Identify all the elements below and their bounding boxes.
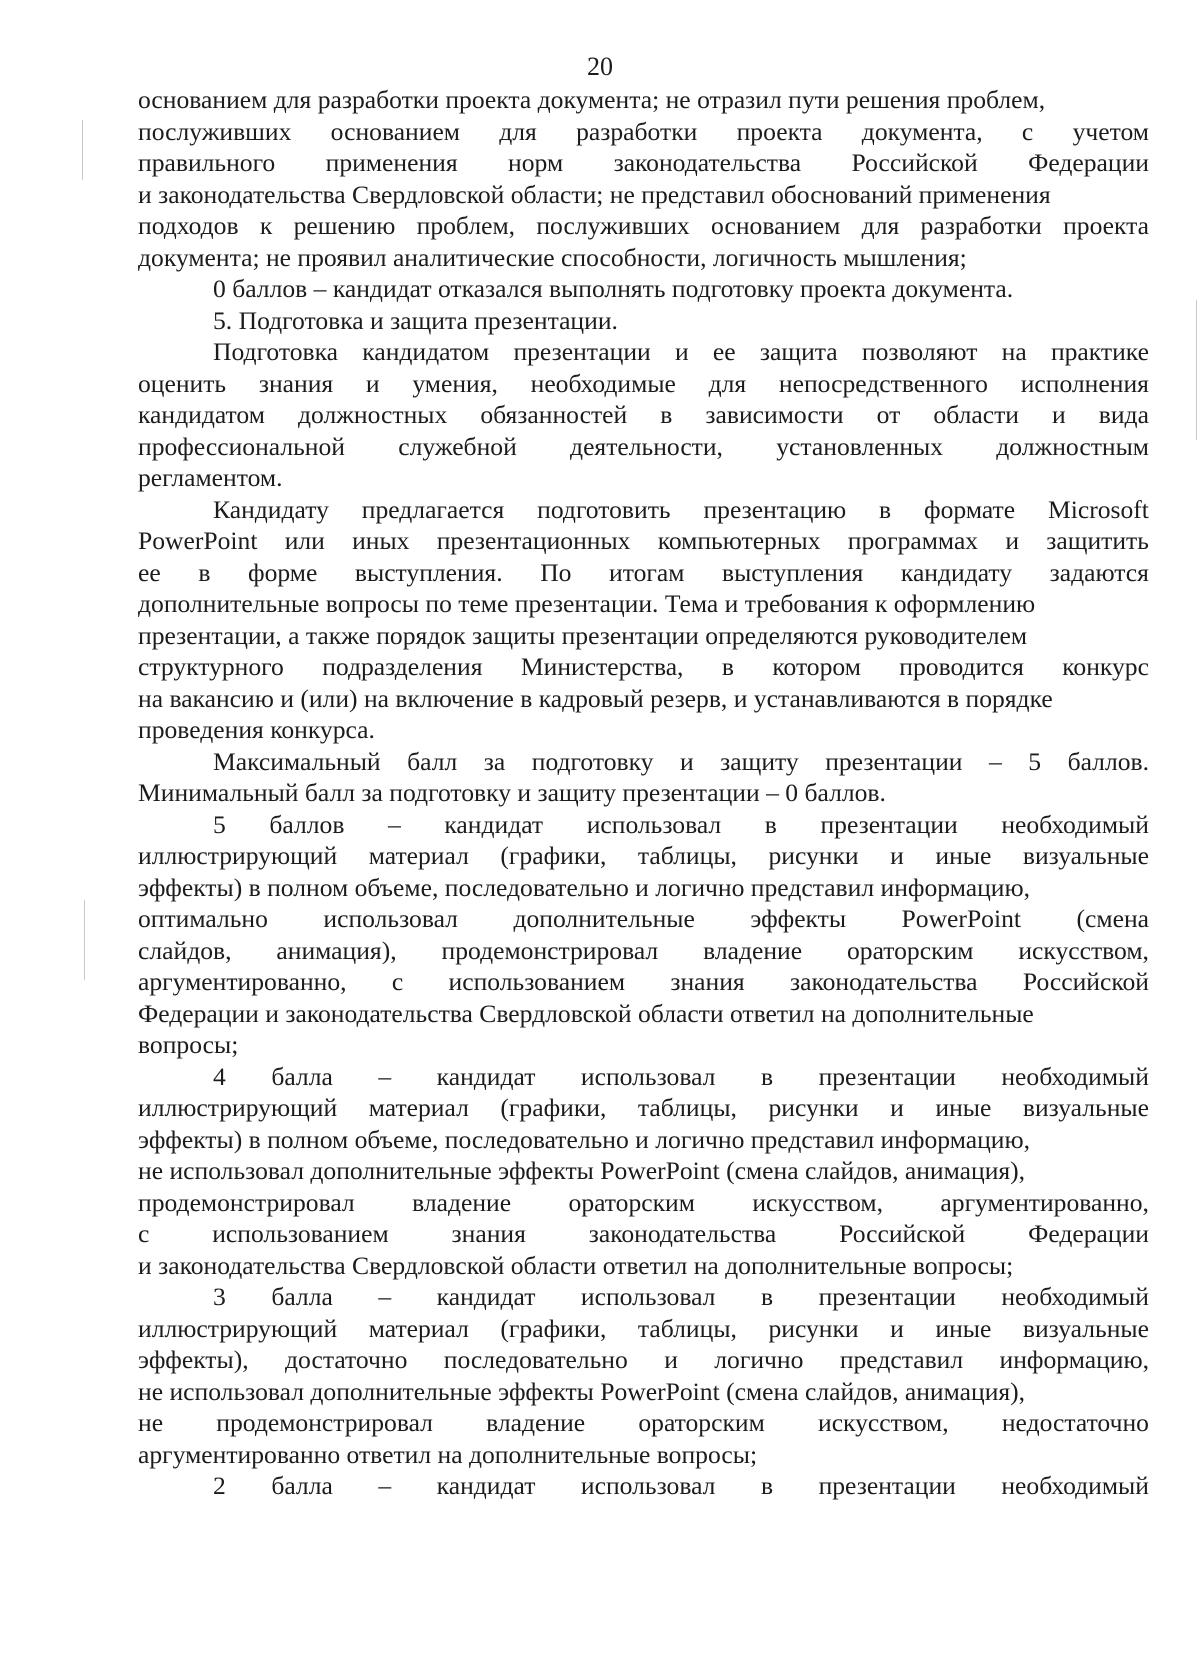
text-line: ее в форме выступления. По итогам выступления кандидату задаются xyxy=(138,557,1149,587)
text-line: правильного применения норм законодательства Российской Федерации xyxy=(138,148,1149,177)
text-line: и законодательства Свердловской области ответил на дополнительные вопросы; xyxy=(138,1250,1014,1280)
text-line: иллюстрирующий материал (графики, таблицы, рисунки и иные визуальные xyxy=(138,1093,1149,1122)
text-line: PowerPoint или иных презентационных компьютерных программах и защитить xyxy=(138,526,1149,555)
text-line: слайдов, анимация), продемонстрировал владение ораторским искусством, xyxy=(138,935,1149,965)
text-line: и законодательства Свердловской области; не представил обоснований применения xyxy=(138,179,1051,209)
text-line: эффекты), достаточно последовательно и логично представил информацию, xyxy=(138,1345,1149,1374)
scan-edge-mark xyxy=(82,120,83,180)
text-line: аргументированно, с использованием знания законодательства Российской xyxy=(138,967,1149,996)
text-line: регламентом. xyxy=(138,463,283,492)
page-number: 20 xyxy=(587,52,613,81)
text-line: 3 балла – кандидат использовал в презентации необходимый xyxy=(213,1282,1149,1311)
text-line: 0 баллов – кандидат отказался выполнять подготовку проекта документа. xyxy=(213,274,1014,303)
text-line: Кандидату предлагается подготовить презентацию в формате Microsoft xyxy=(213,494,1149,524)
text-line: презентации, а также порядок защиты презентации определяются руководителем xyxy=(138,620,1028,650)
text-line: структурного подразделения Министерства, в котором проводится конкурс xyxy=(138,652,1149,681)
text-line: эффекты) в полном объеме, последовательно и логично представил информацию, xyxy=(138,872,1030,902)
text-line: документа; не проявил аналитические способности, логичность мышления; xyxy=(138,242,967,272)
text-line: Минимальный балл за подготовку и защиту презентации – 0 баллов. xyxy=(138,778,886,807)
text-line: аргументированно ответил на дополнительные вопросы; xyxy=(138,1439,758,1469)
text-line: 5. Подготовка и защита презентации. xyxy=(213,305,618,335)
document-body xyxy=(138,84,1149,1502)
scan-edge-mark xyxy=(84,900,85,980)
text-line: кандидатом должностных обязанностей в зависимости от области и вида xyxy=(138,400,1149,429)
text-line: не использовал дополнительные эффекты PowerPoint (смена слайдов, анимация), xyxy=(138,1156,1026,1185)
text-line: дополнительные вопросы по теме презентации. Тема и требования к оформлению xyxy=(138,589,1036,618)
text-line: основанием для разработки проекта документа; не отразил пути решения проблем, xyxy=(138,85,1046,114)
text-line: с использованием знания законодательства Российской Федерации xyxy=(138,1219,1149,1248)
text-line: продемонстрировал владение ораторским искусством, аргументированно, xyxy=(138,1187,1149,1217)
text-line: Подготовка кандидатом презентации и ее защита позволяют на практике xyxy=(213,337,1149,366)
text-line: оценить знания и умения, необходимые для непосредственного исполнения xyxy=(138,368,1149,398)
text-line: 4 балла – кандидат использовал в презентации необходимый xyxy=(213,1061,1149,1091)
text-line: иллюстрирующий материал (графики, таблицы, рисунки и иные визуальные xyxy=(138,1313,1149,1343)
text-line: профессиональной служебной деятельности, установленных должностным xyxy=(138,431,1149,461)
text-line: оптимально использовал дополнительные эффекты PowerPoint (смена xyxy=(138,904,1149,933)
text-line: Максимальный балл за подготовку и защиту презентации – 5 баллов. xyxy=(213,746,1149,776)
text-line: Федерации и законодательства Свердловской области ответил на дополнительные xyxy=(138,998,1034,1028)
text-line: иллюстрирующий материал (графики, таблицы, рисунки и иные визуальные xyxy=(138,841,1149,870)
text-line: проведения конкурса. xyxy=(138,715,375,744)
text-line: подходов к решению проблем, послуживших основанием для разработки проекта xyxy=(138,211,1149,240)
text-line: эффекты) в полном объеме, последовательно и логично представил информацию, xyxy=(138,1124,1030,1154)
text-line: 5 баллов – кандидат использовал в презентации необходимый xyxy=(213,809,1149,839)
text-line: вопросы; xyxy=(138,1030,239,1059)
text-line: не продемонстрировал владение ораторским искусством, недостаточно xyxy=(138,1408,1149,1437)
text-line: 2 балла – кандидат использовал в презентации необходимый xyxy=(213,1471,1149,1500)
text-line: не использовал дополнительные эффекты PowerPoint (смена слайдов, анимация), xyxy=(138,1376,1026,1406)
text-line: послуживших основанием для разработки проекта документа, с учетом xyxy=(138,116,1149,146)
scan-edge-mark xyxy=(1196,300,1197,440)
text-line: на вакансию и (или) на включение в кадровый резерв, и устанавливаются в порядке xyxy=(138,683,1053,713)
